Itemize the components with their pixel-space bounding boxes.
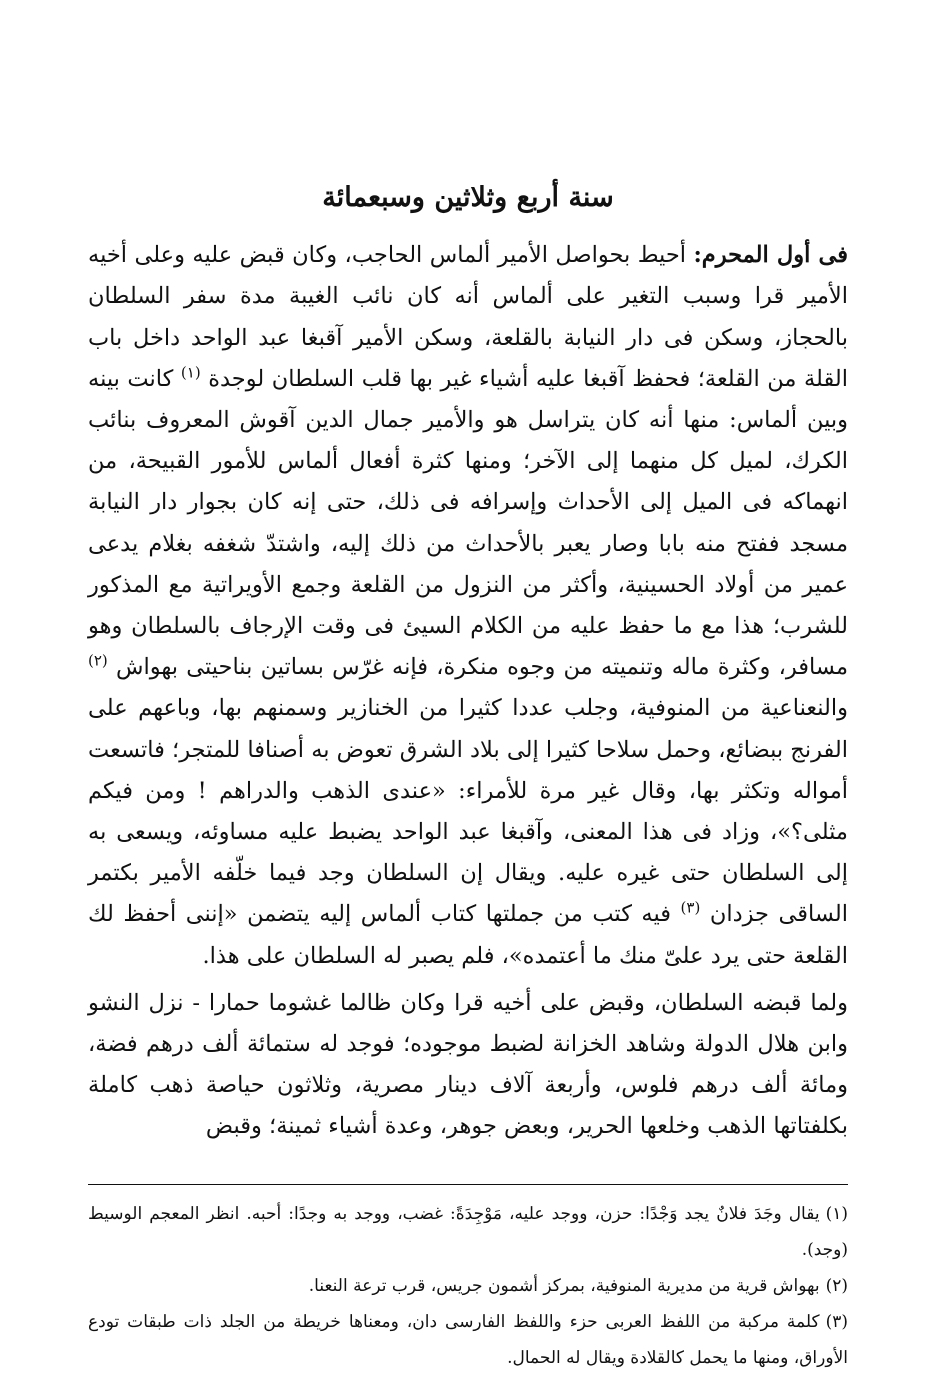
footnote-number: (١) — [825, 1204, 848, 1224]
footnote-text: كلمة مركبة من اللفظ العربى حزء واللفظ الفارسى دان، ومعناها خريطة من الجلد ذات طبقات تودع الأوراق، ومنها ما يحمل كالقلادة ويقال له الحمال. — [88, 1312, 848, 1368]
footnote-text: يقال وجَدَ فلانٌ يجد وَجْدًا: حزن، ووجد عليه، مَوْجِدَةً: غضب، ووجد به وجدًا: أحبه. انظر المعجم الوسيط (وجد). — [88, 1204, 848, 1260]
footnote-text: بهواش قرية من مديرية المنوفية، بمركز أشمون جريس، قرب ترعة النعنا. — [308, 1276, 820, 1296]
main-text — [88, 180, 848, 1148]
footnote-ref-2[interactable]: (٢) — [88, 651, 108, 670]
footnote-divider — [88, 1184, 848, 1185]
footnote-3 — [88, 1304, 848, 1376]
paragraph-text: فيه كتب من جملتها كتاب ألماس إليه يتضمن «إننى أحفظ لك القلعة حتى يرد علىّ منك ما أعتمده»، فلم يصبر له السلطان على هذا. — [88, 901, 848, 969]
footnotes — [88, 1196, 848, 1376]
footnote-number: (٢) — [825, 1276, 848, 1296]
paragraph-lead: فى أول المحرم: — [693, 242, 848, 269]
footnote-ref-1[interactable]: (١) — [180, 363, 201, 382]
paragraph-1 — [88, 235, 848, 977]
footnote-number: (٣) — [825, 1312, 848, 1332]
paragraph-2: ولما قبضه السلطان، وقبض على أخيه قرا وكان ظالما غشوما حمارا - نزل النشو وابن هلال الدولة وشاهد الخزانة لضبط موجوده؛ فوجد له ستمائة ألف درهم فضة، ومائة ألف درهم فلوس، وأربعة آلاف دينار مصرية، وثلاثون حياصة ذهب كاملة بكلفتاتها الذهب وخلعها الحرير، وبعض جوهر، وعدة أشياء ثمينة؛ وقبض — [88, 989, 848, 1140]
footnote-1 — [88, 1196, 848, 1268]
paragraph-text: أحيط بحواصل الأمير ألماس الحاجب، وكان قبض عليه وعلى أخيه الأمير قرا وسبب التغير على ألماس أنه كان نائب الغيبة مدة سفر السلطان بالحجاز، وسكن فى دار النيابة بالقلعة، وسكن الأمير آقبغا عبد الواحد داخل باب القلة من القلعة؛ فحفظ آقبغا عليه أشياء غير بها قلب السلطان لوجدة — [88, 242, 848, 392]
footnote-2 — [88, 1268, 848, 1304]
paragraph-text: كانت بينه وبين ألماس: منها أنه كان يتراسل هو والأمير جمال الدين آقوش المعروف بنائب الكرك، لميل كل منهما إلى الآخر؛ ومنها كثرة أفعال ألماس للأمور القبيحة، من انهماكه فى الميل إلى الأحداث وإسرافه فى ذلك، حتى إنه كان بجوار دار النيابة مسجد ففتح منه بابا وصار يعبر بالأحداث من ذلك إليه، واشتدّ شغفه بغلام يدعى عمير من أولاد الحسينية، وأكثر من النزول من القلعة وجمع الأويراتية مع المذكور للشرب؛ هذا مع ما حفظ عليه من الكلام السيئ فى وقت الإرجاف بالسلطان وهو مسافر، وكثرة ماله وتنميته من وجوه منكرة، فإنه غرّس بساتين بناحيتى بهواش — [88, 365, 848, 681]
page-title: سنة أربع وثلاثين وسبعمائة — [322, 182, 614, 213]
paragraph-text: والنعناعية من المنوفية، وجلب عددا كثيرا من الخنازير وسمنهم بها، وباعهم على الفرنج ببضائع، وحمل سلاحا كثيرا إلى بلاد الشرق تعوض به أصنافا للمتجر؛ فاتسعت أمواله وتكثر بها، وقال غير مرة للأمراء: «عندى الذهب والدراهم ! ومن فيكم مثلى؟»، وزاد فى هذا المعنى، وآقبغا عبد الواحد يضبط عليه مساوئه، ويسعى به إلى السلطان حتى غيره عليه. ويقال إن السلطان وجد فيما خلّفه الأمير بكتمر الساقى جزدان — [88, 695, 849, 928]
footnote-ref-3[interactable]: (٣) — [680, 898, 701, 917]
